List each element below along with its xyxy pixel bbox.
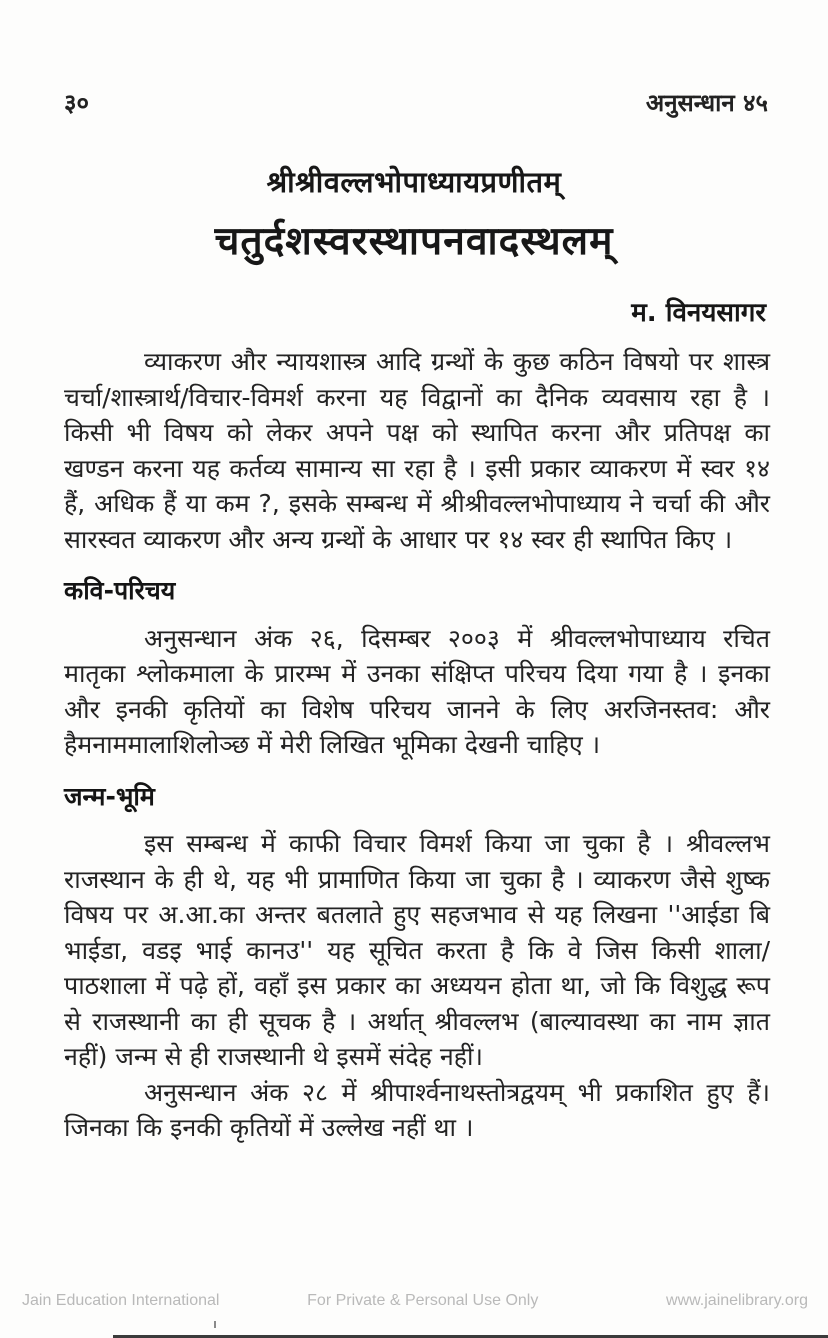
section-heading-janma-bhumi: जन्म-भूमि	[64, 781, 155, 811]
paragraph: अनुसन्धान अंक २६, दिसम्बर २००३ में श्रीवल्लभोपाध्याय रचित मातृका श्लोकमाला के प्रारम्भ में उनका संक्षिप्त परिचय दिया गया है । इनका और इनकी कृतियों का विशेष परिचय जानने के लिए अरजिनस्तव: और हैमनाममालाशिलोञ्छ में मेरी लिखित भूमिका देखनी चाहिए ।	[64, 623, 770, 759]
paragraph: अनुसन्धान अंक २८ में श्रीपार्श्वनाथस्तोत्रद्वयम् भी प्रकाशित हुए हैं। जिनका कि इनकी कृतियों में उल्लेख नहीं था ।	[64, 1077, 770, 1142]
page-title: चतुर्दशस्वरस्थापनवादस्थलम्	[214, 219, 614, 264]
running-header	[64, 86, 768, 119]
section-heading-kavi-parichay: कवि-परिचय	[64, 576, 176, 605]
issue-title: अनुसन्धान ४५	[645, 89, 768, 117]
paragraph: इस सम्बन्ध में काफी विचार विमर्श किया जा चुका है । श्रीवल्लभ राजस्थान के ही थे, यह भी प्रामाणित किया जा चुका है । व्याकरण जैसे शुष्क विषय पर अ.आ.का अन्तर बतलाते हुए सहजभाव से यह लिखना ''आईडा बि भाईडा, वडइ भाई कानउ'' यह सूचित करता है कि वे जिस किसी शाला/पाठशाला में पढ़े हों, वहाँ इस प्रकार का अध्ययन होता था, जो कि विशुद्ध रूप से राजस्थानी का ही सूचक है । अर्थात् श्रीवल्लभ (बाल्यावस्था का नाम ज्ञात नहीं) जन्म से ही राजस्थानी थे इसमें संदेह नहीं।	[64, 829, 770, 1071]
footer-website: www.jainelibrary.org	[666, 1292, 808, 1309]
intro-paragraph: व्याकरण और न्यायशास्त्र आदि ग्रन्थों के कुछ कठिन विषयो पर शास्त्र चर्चा/शास्त्रार्थ/विचार-विमर्श करना यह विद्वानों का दैनिक व्यवसाय रहा है । किसी भी विषय को लेकर अपने पक्ष को स्थापित करना और प्रतिपक्ष का खण्डन करना यह कर्तव्य सामान्य सा रहा है । इसी प्रकार व्याकरण में स्वर १४ हैं, अधिक हैं या कम ?, इसके सम्बन्ध में श्रीश्रीवल्लभोपाध्याय ने चर्चा की और सारस्वत व्याकरण और अन्य ग्रन्थों के आधार पर १४ स्वर ही स्थापित किए ।	[64, 347, 770, 554]
article-body	[64, 344, 770, 1146]
scan-footer	[22, 1292, 808, 1310]
footer-publisher: Jain Education International	[22, 1292, 220, 1309]
footer-usage-note: For Private & Personal Use Only	[307, 1292, 539, 1309]
title-block	[0, 162, 828, 266]
page-number: ३०	[64, 89, 89, 117]
title-superscript: श्रीश्रीवल्लभोपाध्यायप्रणीतम्	[266, 165, 562, 199]
author-byline: म. विनयसागर	[631, 298, 766, 328]
scan-artifact-speck	[214, 1321, 216, 1328]
